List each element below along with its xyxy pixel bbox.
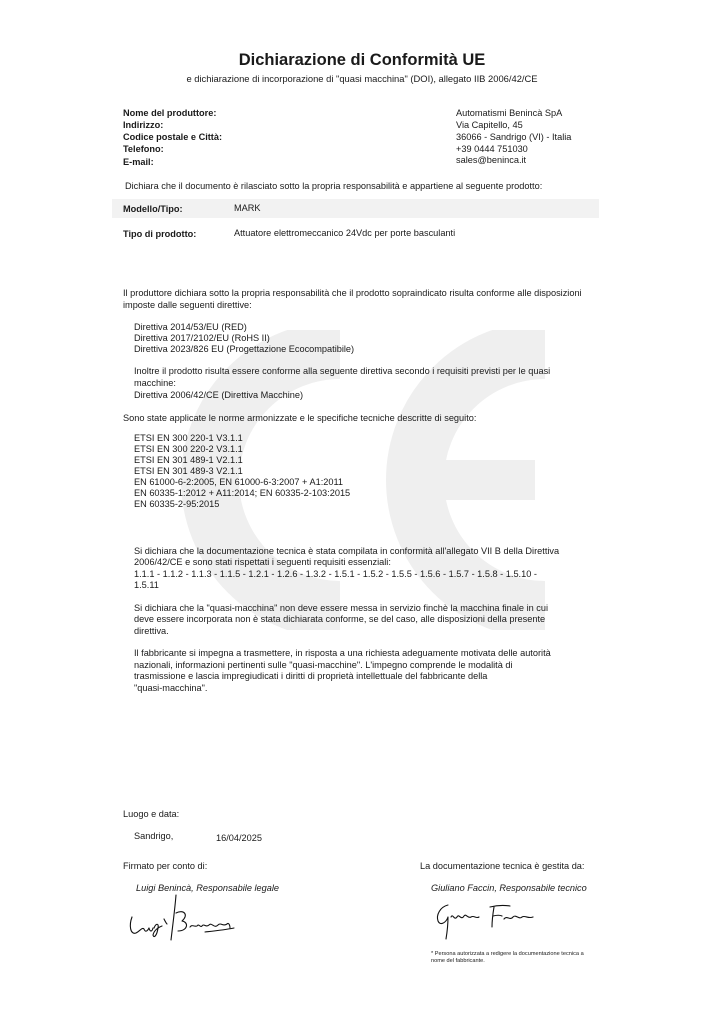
requirements-list: 1.5.11 xyxy=(134,580,159,590)
standards-intro: Sono state applicate le norme armonizzate e le specifiche tecniche descritte di seguito: xyxy=(123,413,477,423)
declaration-intro: Dichiara che il documento è rilasciato sotto la propria responsabilità e appartiene al seguente prodotto: xyxy=(125,181,543,191)
machinery-directive: Direttiva 2006/42/CE (Direttiva Macchine) xyxy=(134,390,304,400)
directive-item: Direttiva 2017/2102/EU (RoHS II) xyxy=(134,333,270,343)
technical-doc-line: Si dichiara che la documentazione tecnica è stata compilata in conformità all'allegato VII B della Direttiva xyxy=(134,546,560,556)
standard-item: ETSI EN 300 220-1 V3.1.1 xyxy=(134,433,243,443)
postal-city-label: Codice postale e Città: xyxy=(123,132,223,142)
technical-doc-line: 2006/42/CE e sono stati rispettati i seguenti requisiti essenziali: xyxy=(134,557,391,567)
footnote-line: nome del fabbricante. xyxy=(431,958,485,964)
transmit-line: Il fabbricante si impegna a trasmettere, in risposta a una richiesta adeguamente motivata delle autorità xyxy=(134,648,551,658)
model-row-background xyxy=(112,199,599,218)
standard-item: EN 61000-6-2:2005, EN 61000-6-3:2007 + A1:2011 xyxy=(134,477,344,487)
signed-for-label: Firmato per conto di: xyxy=(123,861,208,871)
product-type-value: Attuatore elettromeccanico 24Vdc per porte basculanti xyxy=(234,228,456,238)
address-value: Via Capitello, 45 xyxy=(456,120,523,130)
signature-luigi-beninca xyxy=(126,893,238,943)
standard-item: ETSI EN 301 489-1 V2.1.1 xyxy=(134,455,243,465)
product-type-label: Tipo di prodotto: xyxy=(123,229,197,239)
address-label: Indirizzo: xyxy=(123,120,164,130)
standard-item: ETSI EN 300 220-2 V3.1.1 xyxy=(134,444,243,454)
document-title: Dichiarazione di Conformità UE xyxy=(238,51,486,69)
service-line: deve essere incorporata non è stata dichiarata conforme, se del caso, alle disposizioni della presente xyxy=(134,614,546,624)
transmit-line: trasmissione e lascia impregiudicati i diritti di proprietà intellettuale del fabbricante della xyxy=(134,671,488,681)
place-value: Sandrigo, xyxy=(134,831,174,841)
transmit-line: "quasi-macchina". xyxy=(134,683,208,693)
machinery-intro: Inoltre il prodotto risulta essere conforme alla seguente direttiva secondo i requisiti previsti per le quasi macchine: xyxy=(134,366,551,388)
conformity-statement: Il produttore dichiara sotto la propria responsabilità che il prodotto sopraindicato risulta conforme alle disposizioni imposte dalle seguenti direttive: xyxy=(123,288,582,310)
document-subtitle: e dichiarazione di incorporazione di "quasi macchina" (DOI), allegato IIB 2006/42/CE xyxy=(186,73,538,84)
standard-item: EN 60335-1:2012 + A11:2014; EN 60335-2-103:2015 xyxy=(134,488,351,498)
footnote-line: * Persona autorizzata a redigere la documentazione tecnica a xyxy=(431,951,584,957)
place-date-label: Luogo e data: xyxy=(123,809,180,819)
model-label: Modello/Tipo: xyxy=(123,204,183,214)
technical-doc-label: La documentazione tecnica è gestita da: xyxy=(420,861,585,871)
date-value: 16/04/2025 xyxy=(216,833,262,843)
requirements-list: 1.1.1 - 1.1.2 - 1.1.3 - 1.1.5 - 1.2.1 - 1.2.6 - 1.3.2 - 1.5.1 - 1.5.2 - 1.5.5 - 1.5.6 - 1.5.7 - 1.5.8 - 1.5.10 - xyxy=(134,569,537,579)
postal-city-value: 36066 - Sandrigo (VI) - Italia xyxy=(456,132,572,142)
model-value: MARK xyxy=(234,203,261,213)
transmit-line: nazionali, informazioni pertinenti sulle "quasi-macchine". L'impegno comprende le modalità di xyxy=(134,660,513,670)
manufacturer-name-label: Nome del produttore: xyxy=(123,108,217,118)
standard-item: ETSI EN 301 489-3 V2.1.1 xyxy=(134,466,243,476)
directive-item: Direttiva 2014/53/EU (RED) xyxy=(134,322,247,332)
service-line: direttiva. xyxy=(134,626,169,636)
service-line: Si dichiara che la "quasi-macchina" non deve essere messa in servizio finchè la macchina finale in cui xyxy=(134,603,549,613)
phone-value: +39 0444 751030 xyxy=(456,144,528,154)
manufacturer-name-value: Automatismi Benincà SpA xyxy=(456,108,563,118)
phone-label: Telefono: xyxy=(123,144,164,154)
email-label: E-mail: xyxy=(123,157,154,167)
signature-giuliano-faccin xyxy=(430,893,545,943)
technical-signatory-name: Giuliano Faccin, Responsabile tecnico xyxy=(431,883,587,893)
legal-signatory-name: Luigi Benincà, Responsabile legale xyxy=(136,883,280,893)
standard-item: EN 60335-2-95:2015 xyxy=(134,499,220,509)
directive-item: Direttiva 2023/826 EU (Progettazione Ecocompatibile) xyxy=(134,344,355,354)
signature-footnote xyxy=(431,951,611,965)
email-value: sales@beninca.it xyxy=(456,155,527,165)
